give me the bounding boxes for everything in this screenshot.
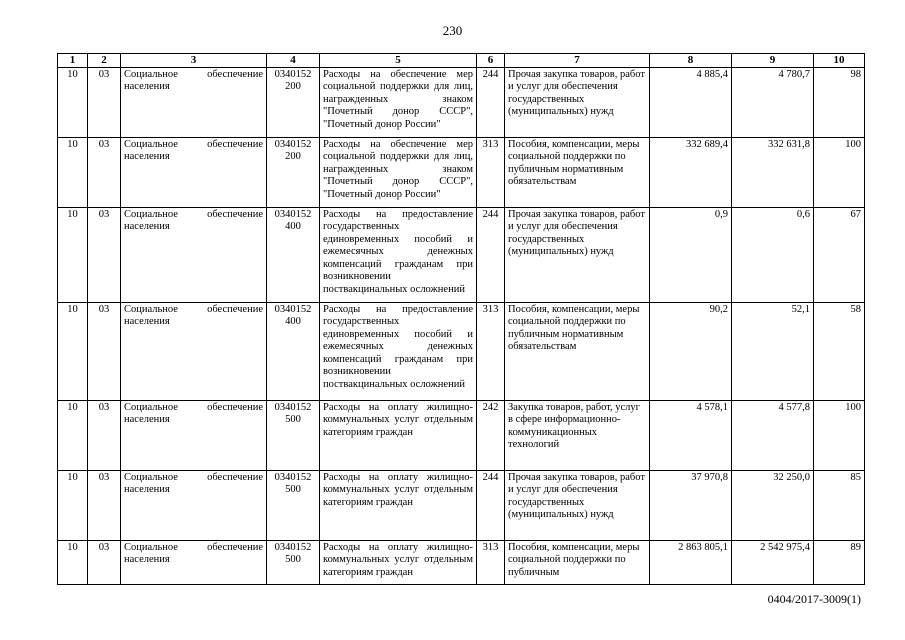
table-row: [58, 67, 865, 137]
section-cell: 10: [58, 540, 88, 584]
section-name-cell: Социальное обеспечение населения: [121, 137, 267, 207]
section-name-cell: Социальное обеспечение населения: [121, 470, 267, 540]
planned-amount-cell: 90,2: [650, 302, 732, 400]
header-cell: 8: [650, 54, 732, 68]
subsection-cell: 03: [88, 137, 121, 207]
target-article-cell: 0340152 500: [267, 470, 320, 540]
target-article-cell: 0340152 500: [267, 400, 320, 470]
article-name-cell: Расходы на оплату жилищно-коммунальных услуг отдельным категориям граждан: [320, 400, 477, 470]
expense-type-cell: 244: [477, 470, 505, 540]
executed-amount-cell: 4 577,8: [732, 400, 814, 470]
section-name-cell: Социальное обеспечение населения: [121, 302, 267, 400]
subsection-cell: 03: [88, 540, 121, 584]
executed-amount-cell: 32 250,0: [732, 470, 814, 540]
planned-amount-cell: 4 885,4: [650, 67, 732, 137]
header-cell: 5: [320, 54, 477, 68]
expense-type-cell: 313: [477, 137, 505, 207]
expense-type-cell: 244: [477, 67, 505, 137]
section-cell: 10: [58, 302, 88, 400]
percent-cell: 67: [814, 207, 865, 302]
header-cell: 6: [477, 54, 505, 68]
expense-type-cell: 244: [477, 207, 505, 302]
expense-type-cell: 313: [477, 540, 505, 584]
article-name-cell: Расходы на предоставление государственных единовременных пособий и ежемесячных денежных компенсаций гражданам при возникновении поствакцинальных осложнений: [320, 302, 477, 400]
subsection-cell: 03: [88, 470, 121, 540]
expense-type-cell: 242: [477, 400, 505, 470]
section-cell: 10: [58, 400, 88, 470]
section-name-cell: Социальное обеспечение населения: [121, 540, 267, 584]
article-name-cell: Расходы на оплату жилищно-коммунальных услуг отдельным категориям граждан: [320, 540, 477, 584]
document-code: 0404/2017-3009(1): [767, 592, 861, 606]
executed-amount-cell: 332 631,8: [732, 137, 814, 207]
executed-amount-cell: 4 780,7: [732, 67, 814, 137]
subsection-cell: 03: [88, 302, 121, 400]
article-name-cell: Расходы на оплату жилищно-коммунальных услуг отдельным категориям граждан: [320, 470, 477, 540]
expense-type-name-cell: Прочая закупка товаров, работ и услуг для обеспечения государственных (муниципальных) нужд: [505, 470, 650, 540]
table-row: [58, 302, 865, 400]
subsection-cell: 03: [88, 400, 121, 470]
table-row: [58, 540, 865, 584]
table-body: [58, 67, 865, 584]
planned-amount-cell: 332 689,4: [650, 137, 732, 207]
expense-type-name-cell: Прочая закупка товаров, работ и услуг для обеспечения государственных (муниципальных) нужд: [505, 207, 650, 302]
section-cell: 10: [58, 67, 88, 137]
planned-amount-cell: 0,9: [650, 207, 732, 302]
section-name-cell: Социальное обеспечение населения: [121, 67, 267, 137]
section-name-cell: Социальное обеспечение населения: [121, 207, 267, 302]
article-name-cell: Расходы на обеспечение мер социальной поддержки для лиц, награжденных знаком "Почетный донор СССР", "Почетный донор России": [320, 67, 477, 137]
subsection-cell: 03: [88, 67, 121, 137]
table-header: [58, 54, 865, 68]
percent-cell: 85: [814, 470, 865, 540]
header-cell: 4: [267, 54, 320, 68]
target-article-cell: 0340152 500: [267, 540, 320, 584]
section-cell: 10: [58, 470, 88, 540]
section-cell: 10: [58, 137, 88, 207]
percent-cell: 98: [814, 67, 865, 137]
expense-type-name-cell: Пособия, компенсации, меры социальной поддержки по публичным нормативным обязательствам: [505, 137, 650, 207]
executed-amount-cell: 0,6: [732, 207, 814, 302]
header-cell: 7: [505, 54, 650, 68]
header-cell: 2: [88, 54, 121, 68]
header-cell: 10: [814, 54, 865, 68]
percent-cell: 100: [814, 400, 865, 470]
expense-type-name-cell: Прочая закупка товаров, работ и услуг для обеспечения государственных (муниципальных) нужд: [505, 67, 650, 137]
planned-amount-cell: 2 863 805,1: [650, 540, 732, 584]
percent-cell: 58: [814, 302, 865, 400]
target-article-cell: 0340152 200: [267, 67, 320, 137]
percent-cell: 89: [814, 540, 865, 584]
header-cell: 1: [58, 54, 88, 68]
executed-amount-cell: 52,1: [732, 302, 814, 400]
target-article-cell: 0340152 200: [267, 137, 320, 207]
expense-type-name-cell: Пособия, компенсации, меры социальной поддержки по публичным нормативным обязательствам: [505, 302, 650, 400]
percent-cell: 100: [814, 137, 865, 207]
table-row: [58, 470, 865, 540]
table-row: [58, 400, 865, 470]
table-row: [58, 137, 865, 207]
planned-amount-cell: 37 970,8: [650, 470, 732, 540]
article-name-cell: Расходы на предоставление государственных единовременных пособий и ежемесячных денежных компенсаций гражданам при возникновении поствакцинальных осложнений: [320, 207, 477, 302]
target-article-cell: 0340152 400: [267, 207, 320, 302]
article-name-cell: Расходы на обеспечение мер социальной поддержки для лиц, награжденных знаком "Почетный донор СССР", "Почетный донор России": [320, 137, 477, 207]
section-cell: 10: [58, 207, 88, 302]
header-cell: 3: [121, 54, 267, 68]
table-row: [58, 207, 865, 302]
expense-type-name-cell: Пособия, компенсации, меры социальной поддержки по публичным: [505, 540, 650, 584]
executed-amount-cell: 2 542 975,4: [732, 540, 814, 584]
page-number: 230: [442, 23, 463, 38]
target-article-cell: 0340152 400: [267, 302, 320, 400]
expense-type-name-cell: Закупка товаров, работ, услуг в сфере информационно-коммуникационных технологий: [505, 400, 650, 470]
planned-amount-cell: 4 578,1: [650, 400, 732, 470]
expense-type-cell: 313: [477, 302, 505, 400]
section-name-cell: Социальное обеспечение населения: [121, 400, 267, 470]
budget-table: [57, 53, 865, 585]
header-cell: 9: [732, 54, 814, 68]
header-row: [58, 54, 865, 68]
subsection-cell: 03: [88, 207, 121, 302]
